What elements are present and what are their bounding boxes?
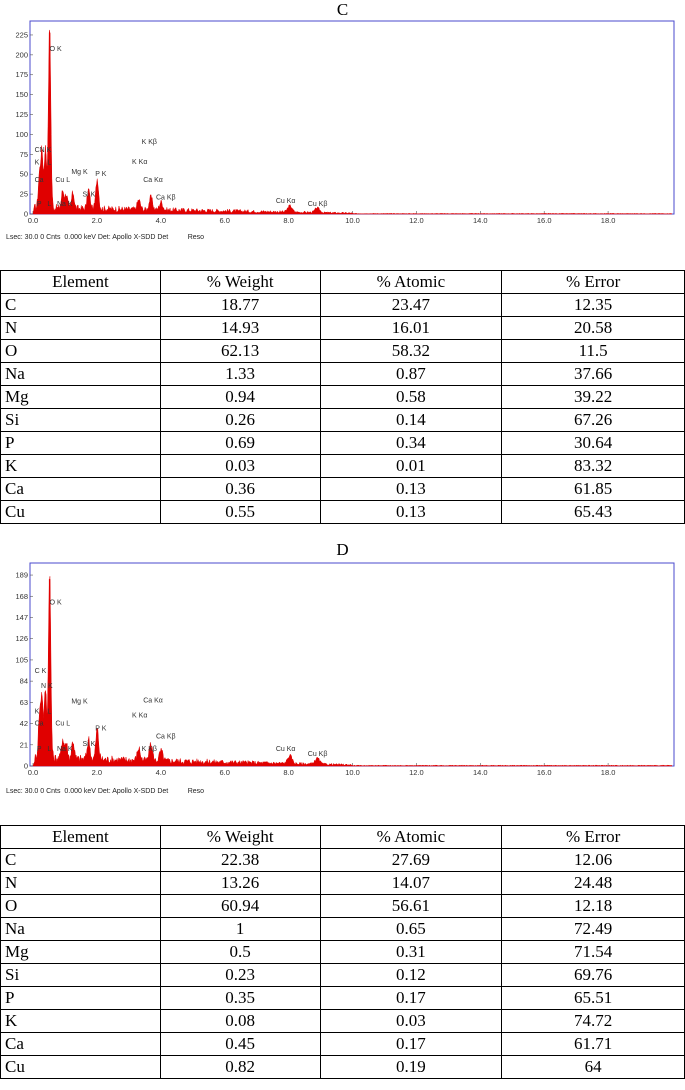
- peak-label: Cu Kα: [275, 745, 296, 753]
- table-row: [1, 340, 685, 363]
- value-cell: 0.13: [320, 478, 502, 501]
- table-row: [1, 317, 685, 340]
- element-cell: N: [1, 872, 161, 895]
- value-cell: 0.14: [320, 409, 502, 432]
- peak-label: Ca Kα: [143, 177, 163, 185]
- value-cell: 69.76: [502, 964, 685, 987]
- element-cell: Cu: [1, 501, 161, 524]
- value-cell: 16.01: [320, 317, 502, 340]
- value-cell: 14.93: [160, 317, 320, 340]
- table-header-row: [1, 826, 685, 849]
- value-cell: 22.38: [160, 849, 320, 872]
- y-tick-label: 21: [19, 740, 28, 750]
- eds-spectrum-chart-d: [0, 560, 685, 782]
- table-row: [1, 386, 685, 409]
- value-cell: 20.58: [502, 317, 685, 340]
- peak-label: CN K: [34, 146, 52, 154]
- value-cell: 0.35: [160, 987, 320, 1010]
- element-cell: P: [1, 987, 161, 1010]
- value-cell: 0.58: [320, 386, 502, 409]
- peak-label: C K: [34, 668, 47, 676]
- peak-label: K Kα: [132, 158, 148, 166]
- eds-spectrum-c-svg: [0, 18, 685, 230]
- spectrum-d-footer: Lsec: 30.0 0 Cnts 0.000 keV Det: Apollo X-SDD Det Reso: [6, 788, 205, 795]
- y-tick-label: 75: [19, 149, 28, 159]
- x-tick-label: 0.0: [27, 216, 39, 225]
- x-tick-label: 16.0: [536, 768, 552, 777]
- element-cell: Na: [1, 918, 161, 941]
- eds-spectrum-d-svg: [0, 560, 685, 782]
- table-row: [1, 964, 685, 987]
- peak-label: Na K: [56, 745, 73, 753]
- plot-frame: [30, 21, 674, 214]
- y-tick-label: 100: [15, 129, 28, 139]
- x-tick-label: 18.0: [600, 216, 616, 225]
- element-cell: Si: [1, 964, 161, 987]
- y-tick-label: 125: [15, 110, 28, 120]
- x-tick-label: 6.0: [219, 768, 230, 777]
- peak-label: K Kβ: [141, 745, 157, 753]
- y-tick-label: 105: [15, 655, 28, 665]
- value-cell: 0.03: [320, 1010, 502, 1033]
- element-cell: Si: [1, 409, 161, 432]
- y-tick-label: 25: [19, 189, 28, 199]
- element-cell: K: [1, 1010, 161, 1033]
- value-cell: 0.19: [320, 1056, 502, 1079]
- x-tick-label: 14.0: [472, 216, 488, 225]
- composition-table-c: [0, 270, 685, 524]
- x-tick-label: 2.0: [91, 216, 103, 225]
- value-cell: 0.36: [160, 478, 320, 501]
- value-cell: 12.35: [502, 294, 685, 317]
- value-cell: 56.61: [320, 895, 502, 918]
- element-cell: Na: [1, 363, 161, 386]
- value-cell: 72.49: [502, 918, 685, 941]
- value-cell: 0.12: [320, 964, 502, 987]
- value-cell: 0.34: [320, 432, 502, 455]
- table-row: [1, 501, 685, 524]
- element-cell: C: [1, 849, 161, 872]
- value-cell: 0.23: [160, 964, 320, 987]
- panel-d-title: D: [336, 540, 349, 559]
- value-cell: 30.64: [502, 432, 685, 455]
- value-cell: 37.66: [502, 363, 685, 386]
- peak-label: Si K: [82, 191, 96, 199]
- value-cell: 24.48: [502, 872, 685, 895]
- peak-label: Cu L: [55, 720, 71, 728]
- peak-label: P K: [95, 170, 107, 178]
- value-cell: 0.17: [320, 987, 502, 1010]
- value-cell: 11.5: [502, 340, 685, 363]
- x-tick-label: 12.0: [409, 768, 424, 777]
- value-cell: 0.5: [160, 941, 320, 964]
- eds-spectrum-chart-c: [0, 18, 685, 230]
- value-cell: 64: [502, 1056, 685, 1079]
- peak-label: N K: [40, 683, 53, 691]
- x-tick-label: 4.0: [155, 216, 167, 225]
- peak-label: L: [47, 159, 52, 167]
- element-cell: Mg: [1, 941, 161, 964]
- peak-label: Si K: [82, 740, 96, 748]
- table-row: [1, 872, 685, 895]
- table-row: [1, 1056, 685, 1079]
- peak-label: L: [47, 201, 52, 209]
- value-cell: 14.07: [320, 872, 502, 895]
- peak-label: Ca Kβ: [156, 733, 176, 741]
- column-header: % Weight: [160, 826, 320, 849]
- x-tick-label: 18.0: [600, 768, 616, 777]
- peak-label: Mg K: [71, 698, 88, 706]
- peak-label: Cu Kα: [275, 197, 296, 205]
- value-cell: 65.43: [502, 501, 685, 524]
- composition-table-d: [0, 825, 685, 1079]
- value-cell: 61.71: [502, 1033, 685, 1056]
- peak-label: K Kα: [132, 712, 148, 720]
- y-tick-label: 42: [19, 719, 28, 729]
- x-tick-label: 14.0: [472, 768, 488, 777]
- element-cell: N: [1, 317, 161, 340]
- column-header: % Error: [502, 826, 685, 849]
- value-cell: 0.69: [160, 432, 320, 455]
- y-tick-label: 225: [15, 30, 28, 40]
- element-cell: P: [1, 432, 161, 455]
- value-cell: 61.85: [502, 478, 685, 501]
- table-row: [1, 849, 685, 872]
- peak-label: Cu L: [55, 177, 71, 185]
- y-tick-label: 0: [23, 761, 28, 771]
- y-tick-label: 175: [15, 70, 28, 80]
- table-row: [1, 294, 685, 317]
- value-cell: 65.51: [502, 987, 685, 1010]
- column-header: % Weight: [160, 271, 320, 294]
- y-tick-label: 147: [15, 612, 28, 622]
- value-cell: 0.45: [160, 1033, 320, 1056]
- x-tick-label: 2.0: [91, 768, 103, 777]
- peak-label: Na K: [56, 201, 73, 209]
- table-row: [1, 455, 685, 478]
- table-row: [1, 478, 685, 501]
- element-cell: Cu: [1, 1056, 161, 1079]
- value-cell: 23.47: [320, 294, 502, 317]
- y-tick-label: 63: [19, 697, 28, 707]
- value-cell: 12.06: [502, 849, 685, 872]
- y-tick-label: 189: [15, 570, 28, 580]
- element-cell: Ca: [1, 1033, 161, 1056]
- element-cell: C: [1, 294, 161, 317]
- table-header-row: [1, 271, 685, 294]
- value-cell: 58.32: [320, 340, 502, 363]
- x-tick-label: 0.0: [27, 768, 39, 777]
- value-cell: 67.26: [502, 409, 685, 432]
- column-header: % Error: [502, 271, 685, 294]
- value-cell: 71.54: [502, 941, 685, 964]
- x-tick-label: 4.0: [155, 768, 167, 777]
- peak-label: K: [34, 708, 40, 716]
- table-row: [1, 941, 685, 964]
- value-cell: 0.13: [320, 501, 502, 524]
- peak-label: Ca: [34, 177, 44, 185]
- column-header: Element: [1, 826, 161, 849]
- table-row: [1, 987, 685, 1010]
- x-tick-label: 8.0: [283, 216, 294, 225]
- value-cell: 0.26: [160, 409, 320, 432]
- value-cell: 60.94: [160, 895, 320, 918]
- x-tick-label: 8.0: [283, 768, 294, 777]
- value-cell: 0.17: [320, 1033, 502, 1056]
- table-row: [1, 918, 685, 941]
- table-row: [1, 895, 685, 918]
- value-cell: 0.87: [320, 363, 502, 386]
- peak-label: K: [34, 159, 40, 167]
- y-tick-label: 150: [15, 90, 28, 100]
- table-row: [1, 1033, 685, 1056]
- peak-label: Cu Kβ: [307, 201, 328, 209]
- x-tick-label: 10.0: [345, 216, 360, 225]
- y-tick-label: 200: [15, 50, 28, 60]
- peak-label: O K: [49, 45, 62, 53]
- peak-label: Ca Kα: [143, 697, 163, 705]
- column-header: % Atomic: [320, 271, 502, 294]
- peak-label: L: [47, 745, 52, 753]
- element-cell: Mg: [1, 386, 161, 409]
- value-cell: 83.32: [502, 455, 685, 478]
- value-cell: 13.26: [160, 872, 320, 895]
- value-cell: 0.65: [320, 918, 502, 941]
- x-tick-label: 10.0: [345, 768, 360, 777]
- y-tick-label: 168: [15, 591, 28, 601]
- y-tick-label: 50: [19, 169, 28, 179]
- peak-label: Cu Kβ: [307, 750, 328, 758]
- x-tick-label: 16.0: [536, 216, 552, 225]
- column-header: % Atomic: [320, 826, 502, 849]
- value-cell: 12.18: [502, 895, 685, 918]
- x-tick-label: 6.0: [219, 216, 230, 225]
- peak-label: P: [36, 201, 42, 209]
- peak-label: Ca: [34, 720, 44, 728]
- peak-label: Mg K: [71, 169, 88, 177]
- panel-c-title: C: [336, 0, 349, 19]
- value-cell: 0.82: [160, 1056, 320, 1079]
- y-tick-label: 84: [19, 676, 28, 686]
- value-cell: 18.77: [160, 294, 320, 317]
- table-row: [1, 432, 685, 455]
- table-row: [1, 409, 685, 432]
- element-cell: O: [1, 895, 161, 918]
- value-cell: 62.13: [160, 340, 320, 363]
- value-cell: 39.22: [502, 386, 685, 409]
- element-cell: Ca: [1, 478, 161, 501]
- peak-label: O K: [49, 599, 62, 607]
- value-cell: 0.55: [160, 501, 320, 524]
- element-cell: O: [1, 340, 161, 363]
- peak-label: K Kβ: [141, 138, 157, 146]
- value-cell: 0.94: [160, 386, 320, 409]
- value-cell: 0.08: [160, 1010, 320, 1033]
- peak-label: L: [47, 708, 52, 716]
- spectrum-c-footer: Lsec: 30.0 0 Cnts 0.000 keV Det: Apollo X-SDD Det Reso: [6, 234, 205, 241]
- value-cell: 1.33: [160, 363, 320, 386]
- value-cell: 27.69: [320, 849, 502, 872]
- table-row: [1, 1010, 685, 1033]
- peak-label: P: [36, 745, 42, 753]
- value-cell: 0.03: [160, 455, 320, 478]
- peak-label: Ca Kβ: [156, 194, 176, 202]
- column-header: Element: [1, 271, 161, 294]
- plot-frame: [30, 563, 674, 766]
- table-row: [1, 363, 685, 386]
- value-cell: 0.31: [320, 941, 502, 964]
- peak-label: P K: [95, 725, 107, 733]
- y-tick-label: 126: [15, 634, 28, 644]
- y-tick-label: 0: [23, 209, 28, 219]
- value-cell: 0.01: [320, 455, 502, 478]
- x-tick-label: 12.0: [409, 216, 424, 225]
- element-cell: K: [1, 455, 161, 478]
- value-cell: 1: [160, 918, 320, 941]
- value-cell: 74.72: [502, 1010, 685, 1033]
